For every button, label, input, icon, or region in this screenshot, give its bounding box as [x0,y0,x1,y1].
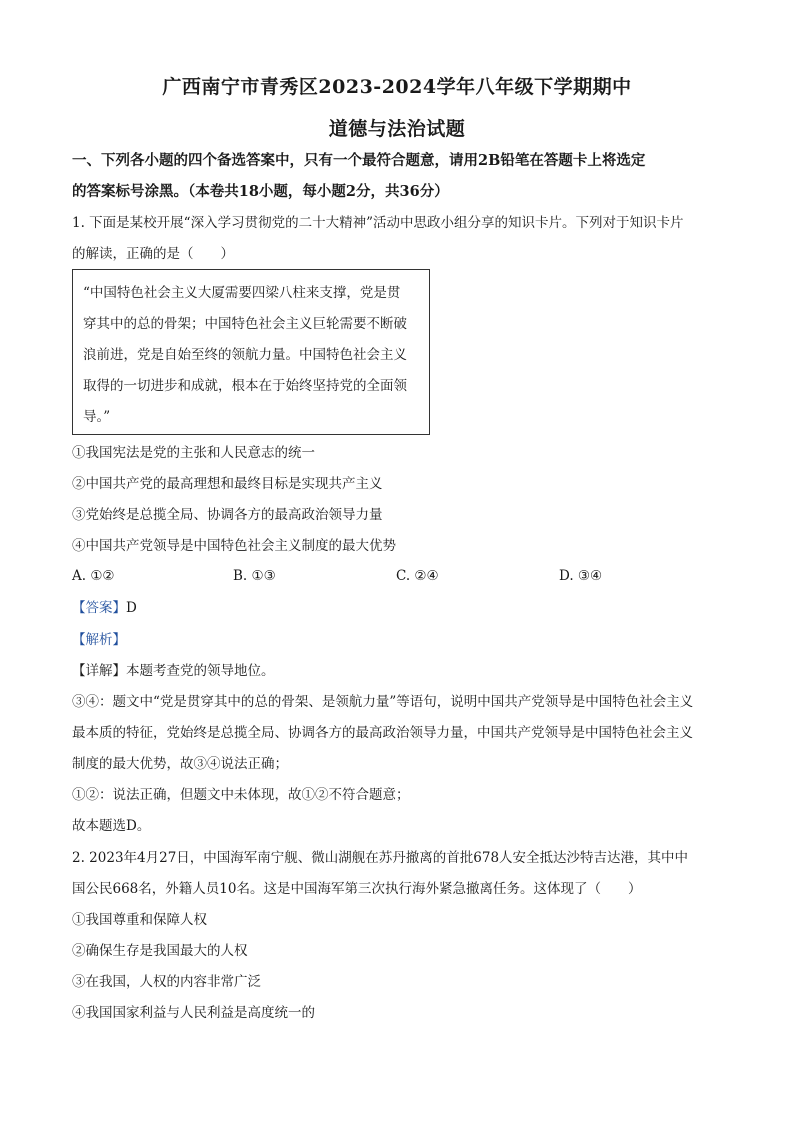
q1-statement-3: ③党始终是总揽全局、协调各方的最高政治领导力量 [72,507,383,523]
option-a: A. ①② [72,568,115,584]
q2-stem-line1: 2. 2023年4月27日，中国海军南宁舰、微山湖舰在苏丹撤离的首批678人安全抵达沙特吉达港，其中中 [72,850,689,866]
section-instruction-line2: 的答案标号涂黑。（本卷共18小题，每小题2分，共36分） [72,183,449,200]
option-b: B. ①③ [233,568,276,584]
card-line: 取得的一切进步和成就，根本在于始终坚持党的全面领 [83,378,407,394]
q1-options [72,568,722,586]
q2-statement-2: ②确保生存是我国最大的人权 [72,943,248,959]
q1-statement-4: ④中国共产党领导是中国特色社会主义制度的最大优势 [72,538,396,554]
q1-stem-line2: 的解读，正确的是（ ） [72,246,234,262]
card-line: 穿其中的总的骨架；中国特色社会主义巨轮需要不断破 [83,316,407,332]
exam-title: 广西南宁市青秀区2023-2024学年八年级下学期期中 [162,76,632,98]
q1-explanation-line: 最本质的特征，党始终是总揽全局、协调各方的最高政治领导力量，中国共产党领导是中国特色社会主义 [72,725,693,741]
answer-value: D [126,600,137,616]
q1-explanation-line: 制度的最大优势，故③④说法正确； [72,756,288,772]
q2-statement-1: ①我国尊重和保障人权 [72,912,207,928]
exam-subtitle: 道德与法治试题 [328,118,466,140]
option-d: D. ③④ [559,568,603,584]
q1-explanation-line: ①②：说法正确，但题文中未体现，故①②不符合题意； [72,787,410,803]
q1-detail [72,662,722,680]
q1-explanation-line: ③④：题文中“党是贯穿其中的总的骨架、是领航力量”等语句，说明中国共产党领导是中国特色社会主义 [72,694,694,710]
answer-tag: 【答案】 [72,600,126,616]
q1-answer [72,599,722,617]
q1-stem-line1: 1. 下面是某校开展“深入学习贯彻党的二十大精神”活动中思政小组分享的知识卡片。下列对于知识卡片 [72,215,684,231]
q2-statement-3: ③在我国，人权的内容非常广泛 [72,974,261,990]
card-line: 导。” [83,409,111,425]
section-instruction-line1: 一、下列各小题的四个备选答案中，只有一个最符合题意，请用2B铅笔在答题卡上将选定 [72,152,646,169]
q2-statement-4: ④我国国家利益与人民利益是高度统一的 [72,1005,315,1021]
detail-text: 本题考查党的领导地位。 [126,663,275,679]
analysis-tag: 【解析】 [72,632,126,648]
q1-analysis-tag [72,631,722,649]
q2-stem-line2: 国公民668名，外籍人员10名。这是中国海军第三次执行海外紧急撤离任务。这体现了（ ） [72,881,642,897]
q1-statement-2: ②中国共产党的最高理想和最终目标是实现共产主义 [72,476,383,492]
detail-tag: 【详解】 [72,663,126,679]
q1-explanation-line: 故本题选D。 [72,818,151,834]
card-line: “中国特色社会主义大厦需要四梁八柱来支撑，党是贯 [83,285,401,301]
q1-knowledge-card [72,269,430,435]
option-c: C. ②④ [396,568,439,584]
q1-statement-1: ①我国宪法是党的主张和人民意志的统一 [72,445,315,461]
card-line: 浪前进，党是自始至终的领航力量。中国特色社会主义 [83,347,407,363]
